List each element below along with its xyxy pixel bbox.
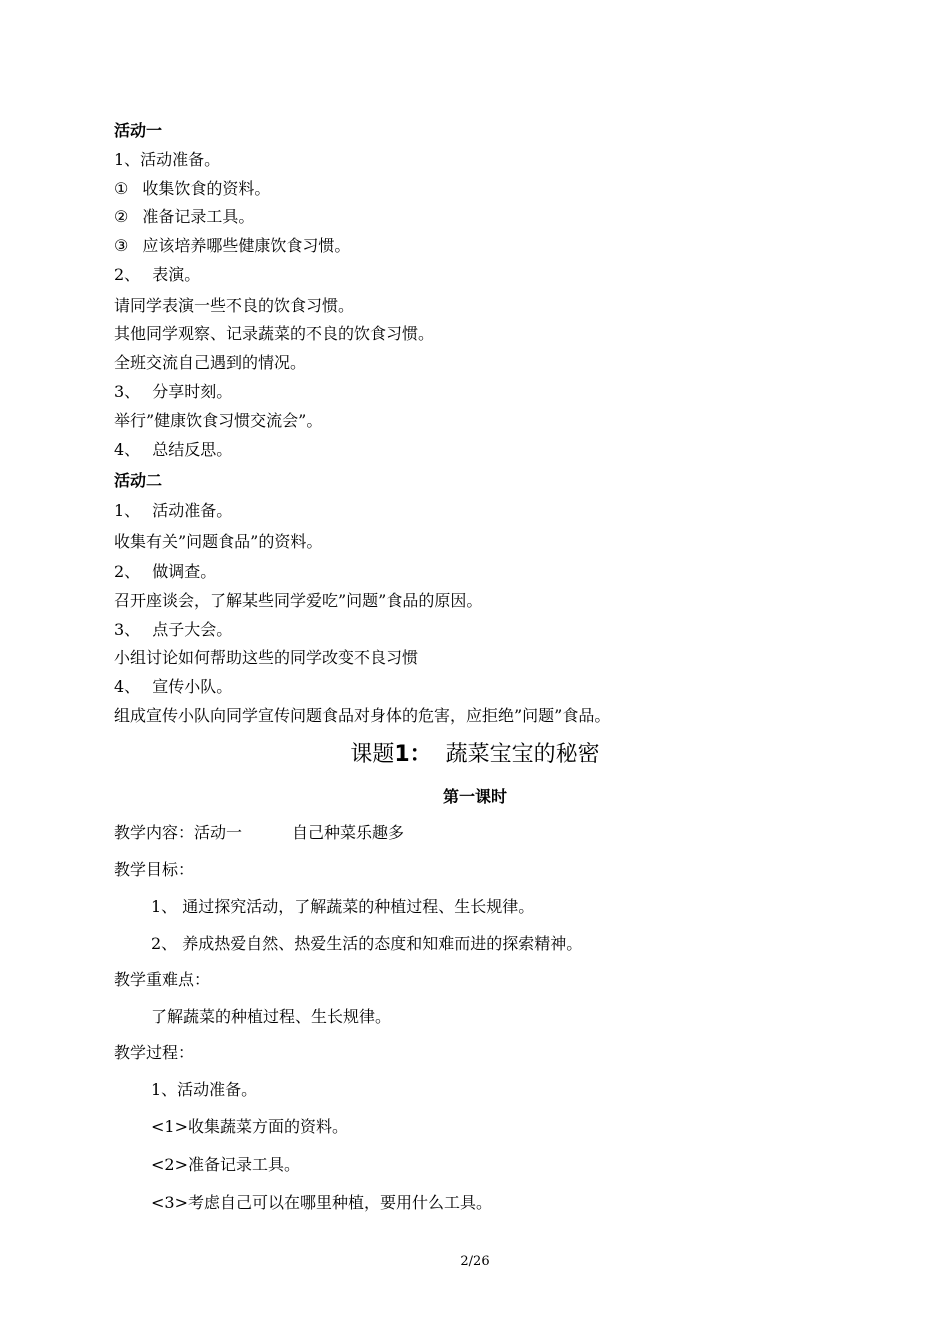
key-text: 了解蔬菜的种植过程、生长规律。 <box>151 1007 392 1026</box>
activity1-item-text: 应该培养哪些健康饮食习惯。 <box>142 236 351 255</box>
activity2-item: 收集有关”问题食品”的资料。 <box>114 532 323 551</box>
activity2-item <box>114 501 232 521</box>
item-number: 3、 <box>114 382 141 401</box>
item-number: 3、 <box>114 620 141 639</box>
activity1-item-text: 准备记录工具。 <box>142 207 255 226</box>
lesson-title-text: 蔬菜宝宝的秘密 <box>445 742 600 767</box>
circled-number: ② <box>114 207 129 226</box>
activity1-item: 请同学表演一些不良的饮食习惯。 <box>114 296 355 315</box>
activity1-item-text: 分享时刻。 <box>152 382 233 401</box>
circled-number: ③ <box>114 236 129 255</box>
activity1-item-text: 表演。 <box>152 265 201 284</box>
item-number: 2、 <box>114 265 141 284</box>
activity2-item <box>114 620 232 640</box>
activity2-item: 召开座谈会，了解某些同学爱吃”问题”食品的原因。 <box>114 591 483 610</box>
activity2-item-text: 做调查。 <box>152 562 217 581</box>
activity2-item-text: 点子大会。 <box>152 620 233 639</box>
item-number: 2、 <box>114 562 141 581</box>
process-item: <1>收集蔬菜方面的资料。 <box>151 1117 348 1136</box>
goal-item: 1、 通过探究活动，了解蔬菜的种植过程、生长规律。 <box>151 897 535 916</box>
activity1-item <box>114 179 270 199</box>
lesson-title <box>0 741 950 769</box>
activity2-item: 小组讨论如何帮助这些的同学改变不良习惯 <box>114 648 419 667</box>
activity1-item: 全班交流自己遇到的情况。 <box>114 353 307 372</box>
activity1-item <box>114 265 200 285</box>
goals-label: 教学目标： <box>114 860 195 879</box>
activity1-item <box>114 440 232 460</box>
activity1-heading: 活动一 <box>114 121 163 140</box>
process-item: 1、活动准备。 <box>151 1080 258 1099</box>
process-item: <2>准备记录工具。 <box>151 1155 300 1174</box>
activity1-item <box>114 236 350 256</box>
item-number: 4、 <box>114 677 141 696</box>
item-number: 4、 <box>114 440 141 459</box>
goal-item: 2、 养成热爱自然、热爱生活的态度和知难而进的探索精神。 <box>151 934 583 953</box>
activity2-item <box>114 677 232 697</box>
content-label: 教学内容：活动一 <box>114 823 243 842</box>
content-value: 自己种菜乐趣多 <box>292 823 405 842</box>
activity1-item <box>114 382 232 402</box>
activity1-item: 举行”健康饮食习惯交流会”。 <box>114 411 323 430</box>
page-number: 2/26 <box>460 1254 490 1269</box>
process-item: <3>考虑自己可以在哪里种植，要用什么工具。 <box>151 1193 492 1212</box>
activity2-item-text: 宣传小队。 <box>152 677 233 696</box>
activity1-item: 1、活动准备。 <box>114 150 221 169</box>
key-label: 教学重难点： <box>114 970 211 989</box>
item-number: 1、 <box>114 501 141 520</box>
process-label: 教学过程： <box>114 1043 195 1062</box>
activity1-item-text: 收集饮食的资料。 <box>142 179 271 198</box>
activity1-item <box>114 207 254 227</box>
circled-number: ① <box>114 179 129 198</box>
activity2-heading: 活动二 <box>114 471 163 490</box>
activity1-item: 其他同学观察、记录蔬菜的不良的饮食习惯。 <box>114 324 435 343</box>
activity1-item-text: 总结反思。 <box>152 440 233 459</box>
activity2-item <box>114 562 216 582</box>
lesson-subtitle: 第一课时 <box>442 787 507 806</box>
lesson-title-prefix: 课题 <box>350 742 395 767</box>
activity2-item: 组成宣传小队向同学宣传问题食品对身体的危害，应拒绝”问题”食品。 <box>114 706 611 725</box>
content-line <box>114 823 404 843</box>
activity2-item-text: 活动准备。 <box>152 501 233 520</box>
lesson-title-number: 1： <box>394 742 432 767</box>
